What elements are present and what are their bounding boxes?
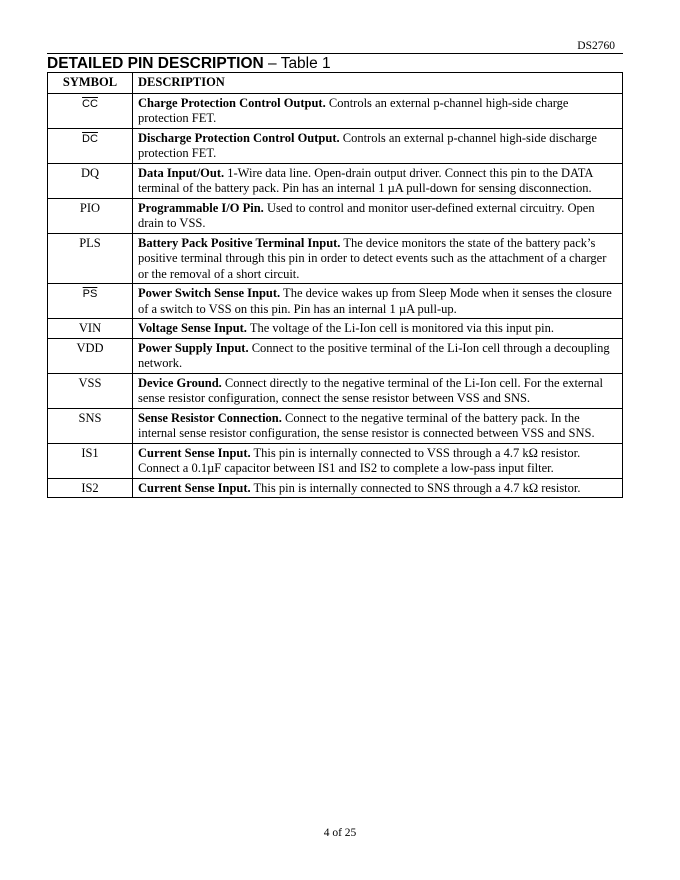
pin-function-detail: Controls an external p-channel high-side charge protection FET. xyxy=(138,95,569,125)
pin-symbol xyxy=(48,443,133,478)
pin-symbol-text: IS1 xyxy=(81,445,99,460)
pin-function-detail: Controls an external p-channel high-side discharge protection FET. xyxy=(138,130,597,160)
pin-function-name: Charge Protection Control Output. xyxy=(138,95,326,110)
pin-rows xyxy=(48,93,623,498)
table-row xyxy=(48,478,623,498)
pin-description xyxy=(133,319,623,339)
pin-symbol-text: IS2 xyxy=(81,480,99,495)
table-row xyxy=(48,443,623,478)
pin-function-detail: The device monitors the state of the battery pack’s positive terminal through this pin in order to detect events such as the attachment of a charger or the removal of a short circuit. xyxy=(138,235,607,281)
pin-symbol xyxy=(48,284,133,319)
pin-description xyxy=(133,128,623,163)
pin-description xyxy=(133,233,623,284)
pin-function-name: Voltage Sense Input. xyxy=(138,321,247,335)
table-row xyxy=(48,163,623,198)
pin-symbol-text: VIN xyxy=(78,321,102,335)
pin-symbol xyxy=(48,338,133,373)
table-row xyxy=(48,284,623,319)
pin-description-table xyxy=(47,72,623,498)
pin-symbol-text: PIO xyxy=(79,200,101,215)
pin-function-name: Current Sense Input. xyxy=(138,480,251,495)
pin-description xyxy=(133,284,623,319)
pin-symbol xyxy=(48,373,133,408)
table-row xyxy=(48,373,623,408)
table-row xyxy=(48,198,623,233)
pin-function-name: Current Sense Input. xyxy=(138,445,251,460)
pin-function-name: Device Ground. xyxy=(138,375,222,390)
section-title-main: DETAILED PIN DESCRIPTION xyxy=(47,55,264,72)
pin-function-name: Battery Pack Positive Terminal Input. xyxy=(138,235,341,250)
pin-function-detail: This pin is internally connected to VSS through a 4.7 kΩ resistor. Connect a 0.1µF capacitor between IS1 and IS2 to complete a low-pass input filter. xyxy=(138,445,581,475)
table-row xyxy=(48,233,623,284)
pin-symbol-text: $\overline{DC}$ xyxy=(82,132,98,145)
pin-symbol xyxy=(48,233,133,284)
pin-function-detail: Connect to the negative terminal of the battery pack. In the internal sense resistor configuration, the sense resistor is connected between VSS and SNS. xyxy=(138,410,595,440)
pin-function-detail: 1-Wire data line. Open-drain output driver. Connect this pin to the DATA terminal of the battery pack. Pin has an internal 1 µA pull-down for sensing disconnection. xyxy=(138,165,593,195)
document-id: DS2760 xyxy=(577,40,615,52)
table-row xyxy=(48,93,623,128)
pin-function-detail: Connect directly to the negative terminal of the Li-Ion cell. For the external sense resistor configuration, connect the sense resistor between VSS and SNS. xyxy=(138,375,603,405)
table-row xyxy=(48,128,623,163)
pin-symbol-text: $\overline{CC}$ xyxy=(82,97,98,110)
pin-symbol-text: SNS xyxy=(78,410,102,425)
pin-description xyxy=(133,163,623,198)
pin-description xyxy=(133,198,623,233)
pin-symbol-text: DQ xyxy=(80,165,100,180)
table-header-row xyxy=(48,73,623,94)
pin-symbol xyxy=(48,198,133,233)
section-title xyxy=(47,53,623,72)
pin-description xyxy=(133,408,623,443)
pin-symbol xyxy=(48,478,133,498)
pin-function-name: Power Supply Input. xyxy=(138,340,249,355)
pin-function-name: Discharge Protection Control Output. xyxy=(138,130,340,145)
pin-description xyxy=(133,478,623,498)
pin-symbol xyxy=(48,93,133,128)
pin-symbol xyxy=(48,319,133,339)
column-header-symbol: SYMBOL xyxy=(48,73,133,94)
pin-symbol xyxy=(48,163,133,198)
pin-symbol xyxy=(48,408,133,443)
pin-function-name: Power Switch Sense Input. xyxy=(138,286,281,300)
pin-function-name: Sense Resistor Connection. xyxy=(138,410,282,425)
pin-function-name: Data Input/Out. xyxy=(138,165,225,180)
pin-function-name: Programmable I/O Pin. xyxy=(138,200,264,215)
column-header-description: DESCRIPTION xyxy=(133,73,623,94)
pin-function-detail: The voltage of the Li-Ion cell is monitored via this input pin. xyxy=(246,321,554,335)
pin-symbol-text: VSS xyxy=(78,375,102,390)
pin-symbol-text: VDD xyxy=(76,340,104,355)
pin-symbol xyxy=(48,128,133,163)
pin-symbol-text: PLS xyxy=(79,235,101,250)
section-title-suffix: – Table 1 xyxy=(263,55,331,72)
pin-description xyxy=(133,443,623,478)
pin-function-detail: Used to control and monitor user-defined external circuitry. Open drain to VSS. xyxy=(138,200,595,230)
pin-function-detail: The device wakes up from Sleep Mode when it senses the closure of a switch to VSS on this pin. Pin has an internal 1 µA pull-up. xyxy=(138,286,612,316)
pin-description xyxy=(133,373,623,408)
pin-description xyxy=(133,93,623,128)
pin-function-detail: Connect to the positive terminal of the Li-Ion cell through a decoupling network. xyxy=(138,340,610,370)
table-row xyxy=(48,408,623,443)
pin-symbol-text: $\overline{PS}$ xyxy=(82,288,98,300)
page-number: 4 of 25 xyxy=(323,827,357,839)
pin-description xyxy=(133,338,623,373)
table-row xyxy=(48,338,623,373)
pin-function-detail: This pin is internally connected to SNS through a 4.7 kΩ resistor. xyxy=(250,480,581,495)
table-row xyxy=(48,319,623,339)
